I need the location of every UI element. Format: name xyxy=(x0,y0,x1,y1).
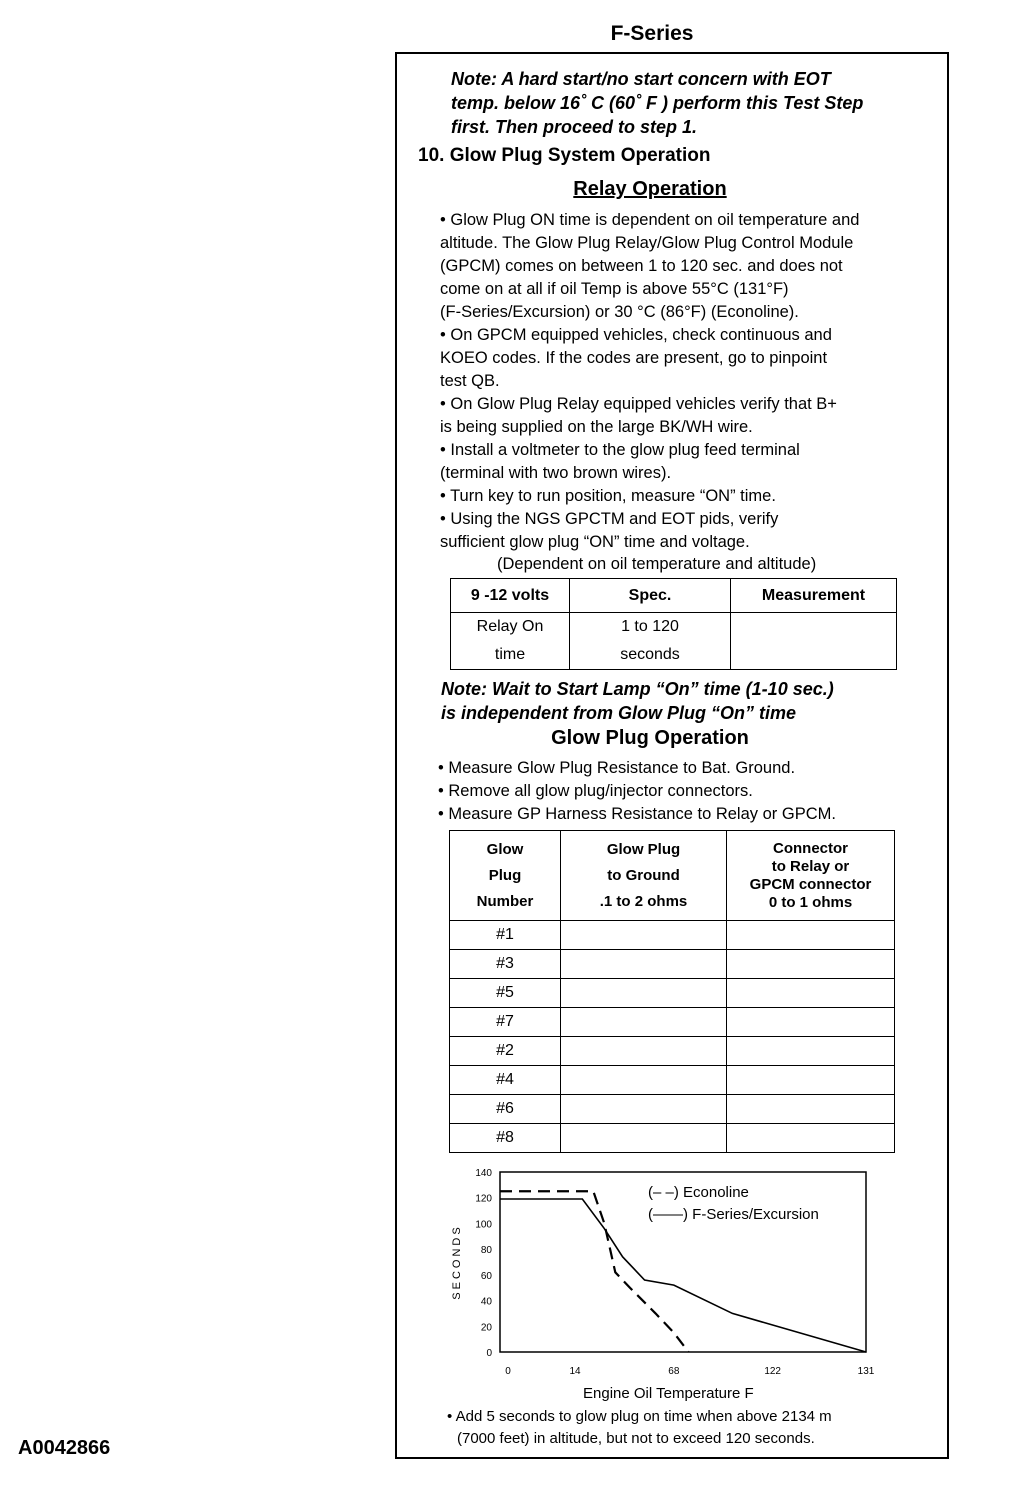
ground-cell[interactable] xyxy=(561,921,727,950)
table-row xyxy=(450,1008,895,1037)
ground-cell[interactable] xyxy=(561,1008,727,1037)
list-item: • On GPCM equipped vehicles, check continuous and KOEO codes. If the codes are present, go to pinpoint test QB. xyxy=(440,326,832,390)
connector-cell[interactable] xyxy=(727,1095,895,1124)
table-row xyxy=(450,950,895,979)
connector-cell[interactable] xyxy=(727,950,895,979)
glow-plug-operation-heading: Glow Plug Operation xyxy=(551,727,749,749)
ground-cell[interactable] xyxy=(561,950,727,979)
figure-id: A0042866 xyxy=(18,1437,111,1459)
connector-cell[interactable] xyxy=(727,1066,895,1095)
note-hard-start xyxy=(451,67,863,139)
relay-table xyxy=(450,578,897,670)
note-wait-to-start xyxy=(441,677,834,725)
list-item: • Measure GP Harness Resistance to Relay or GPCM. xyxy=(438,805,836,823)
y-tick-label: 20 xyxy=(480,1322,492,1334)
table-header: 9 -12 volts xyxy=(451,579,570,613)
y-tick-label: 80 xyxy=(480,1245,492,1257)
list-item: • Turn key to run position, measure “ON” time. xyxy=(440,487,776,505)
ground-cell[interactable] xyxy=(561,1066,727,1095)
x-axis-label: Engine Oil Temperature F xyxy=(583,1385,754,1402)
connector-cell[interactable] xyxy=(727,1037,895,1066)
connector-cell[interactable] xyxy=(727,921,895,950)
table-header: Glow Plug Number xyxy=(450,831,561,921)
note-line: Note: Wait to Start Lamp “On” time (1-10 sec.) xyxy=(441,679,834,699)
note-line: first. Then proceed to step 1. xyxy=(451,117,698,137)
legend-econoline: (– –) Econoline xyxy=(648,1184,749,1201)
note-line: Note: A hard start/no start concern with EOT xyxy=(451,69,831,89)
connector-cell[interactable] xyxy=(727,979,895,1008)
measurement-cell[interactable] xyxy=(731,613,897,670)
x-tick-label: 68 xyxy=(668,1366,680,1377)
plug-number: #1 xyxy=(450,921,561,950)
x-tick-label: 14 xyxy=(569,1366,581,1377)
list-item: • Measure Glow Plug Resistance to Bat. Ground. xyxy=(438,759,796,777)
table-row xyxy=(450,1066,895,1095)
table-row xyxy=(450,921,895,950)
list-item: • Remove all glow plug/injector connectors. xyxy=(438,782,753,800)
list-item: • Glow Plug ON time is dependent on oil temperature and altitude. The Glow Plug Relay/Glow Plug Control Module (GPCM) comes on between 1 to 120 sec. and does not come on at all if oil Temp is above 55°C (131°F) (F-Series/Excursion) or 30 °C (86°F) (Econoline). xyxy=(440,211,860,321)
glow-bullets xyxy=(438,757,918,826)
y-tick-label: 0 xyxy=(486,1348,492,1359)
y-tick-label: 40 xyxy=(480,1296,492,1308)
plug-number: #8 xyxy=(450,1124,561,1153)
plug-number: #2 xyxy=(450,1037,561,1066)
table-row xyxy=(450,979,895,1008)
plug-number: #7 xyxy=(450,1008,561,1037)
step-title: 10. Glow Plug System Operation xyxy=(418,145,711,166)
ground-cell[interactable] xyxy=(561,1124,727,1153)
glow-time-chart xyxy=(446,1160,886,1405)
connector-cell[interactable] xyxy=(727,1008,895,1037)
table-row xyxy=(451,613,897,670)
y-tick-label: 60 xyxy=(480,1270,492,1282)
connector-cell[interactable] xyxy=(727,1124,895,1153)
plug-number: #4 xyxy=(450,1066,561,1095)
series-title: F-Series xyxy=(610,22,694,45)
list-item: • Using the NGS GPCTM and EOT pids, verify sufficient glow plug “ON” time and voltage. xyxy=(440,510,779,551)
table-header: Measurement xyxy=(731,579,897,613)
note-line: temp. below 16˚ C (60˚ F ) perform this Test Step xyxy=(451,93,864,113)
x-tick-label: 131 xyxy=(857,1366,875,1377)
ground-cell[interactable] xyxy=(561,1095,727,1124)
table-cell: Relay On time xyxy=(451,613,570,670)
y-tick-label: 100 xyxy=(475,1219,492,1231)
list-item: • Install a voltmeter to the glow plug feed terminal (terminal with two brown wires). xyxy=(440,441,800,482)
ground-cell[interactable] xyxy=(561,979,727,1008)
table-row xyxy=(450,1124,895,1153)
y-axis-label: SECONDS xyxy=(451,1224,463,1300)
y-tick-label: 120 xyxy=(475,1193,492,1205)
table-header: Connector to Relay or GPCM connector 0 to 1 ohms xyxy=(727,831,895,921)
altitude-footnote: • Add 5 seconds to glow plug on time when above 2134 m (7000 feet) in altitude, but not to exceed 120 seconds. xyxy=(447,1408,832,1447)
x-tick-label: 0 xyxy=(505,1366,511,1377)
table-row xyxy=(450,1037,895,1066)
plug-number: #5 xyxy=(450,979,561,1008)
table-cell: 1 to 120 seconds xyxy=(570,613,731,670)
table-row xyxy=(450,1095,895,1124)
y-tick-label: 140 xyxy=(475,1168,492,1179)
plug-number: #3 xyxy=(450,950,561,979)
dependency-note: (Dependent on oil temperature and altitude) xyxy=(497,555,817,573)
x-tick-label: 122 xyxy=(764,1366,782,1377)
table-header: Glow Plug to Ground .1 to 2 ohms xyxy=(561,831,727,921)
plug-number: #6 xyxy=(450,1095,561,1124)
legend-fseries: (——) F-Series/Excursion xyxy=(648,1206,819,1223)
note-line: is independent from Glow Plug “On” time xyxy=(441,703,797,723)
ground-cell[interactable] xyxy=(561,1037,727,1066)
relay-bullets xyxy=(440,209,920,554)
glow-plug-table xyxy=(449,830,895,1153)
table-header: Spec. xyxy=(570,579,731,613)
relay-operation-heading: Relay Operation xyxy=(573,178,727,200)
list-item: • On Glow Plug Relay equipped vehicles verify that B+ is being supplied on the large BK/WH wire. xyxy=(440,395,837,436)
